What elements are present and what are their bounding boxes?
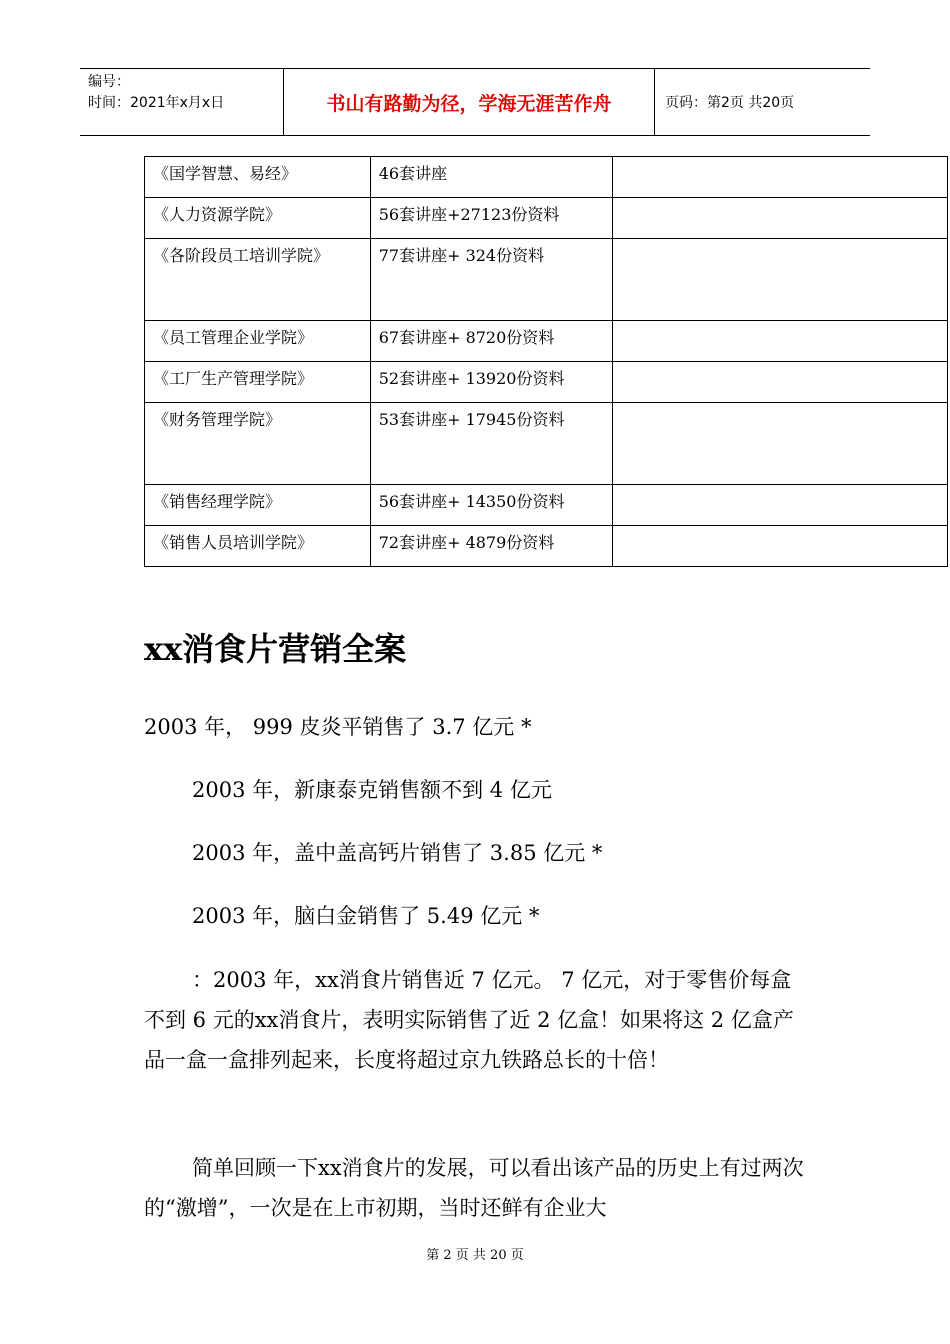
article-paragraph: ：2003 年，xx消食片销售近 7 亿元。 7 亿元，对于零售价每盒不到 6 元的xx消食片，表明实际销售了近 2 亿盒！如果将这 2 亿盒产品一盒一盒排列起来，长度将超过京九铁路总长的十倍！ — [144, 968, 794, 1072]
table-row — [145, 198, 948, 239]
course-name-cell: 《销售经理学院》 — [145, 485, 371, 526]
article-paragraph: 简单回顾一下xx消食片的发展，可以看出该产品的历史上有过两次的“激增”，一次是在上市初期，当时还鲜有企业大 — [144, 1156, 804, 1220]
table-row — [145, 403, 948, 485]
table-row — [145, 239, 948, 321]
article-paragraph: 2003 年，盖中盖高钙片销售了 3.85 亿元 * — [192, 841, 603, 865]
course-note-cell — [613, 198, 948, 239]
course-note-cell — [613, 485, 948, 526]
article-title: xx消食片营销全案 — [144, 630, 407, 668]
header-meta — [80, 69, 283, 135]
course-name-cell: 《人力资源学院》 — [145, 198, 371, 239]
table-row — [145, 157, 948, 198]
course-content-cell: 56套讲座+27123份资料 — [370, 198, 613, 239]
page-footer: 第 2 页 共 20 页 — [426, 1248, 524, 1263]
course-content-cell: 52套讲座+ 13920份资料 — [370, 362, 613, 403]
document-number-label: 编号： — [88, 74, 130, 90]
course-name-cell: 《员工管理企业学院》 — [145, 321, 371, 362]
course-content-cell: 56套讲座+ 14350份资料 — [370, 485, 613, 526]
table-row — [145, 362, 948, 403]
table-row — [145, 526, 948, 567]
course-content-cell: 67套讲座+ 8720份资料 — [370, 321, 613, 362]
course-note-cell — [613, 157, 948, 198]
header-motto: 书山有路勤为径，学海无涯苦作舟 — [283, 69, 655, 135]
article-paragraph: 2003 年， 999 皮炎平销售了 3.7 亿元 * — [144, 715, 532, 739]
document-date: 时间：2021年x月x日 — [88, 95, 225, 111]
course-content-cell: 46套讲座 — [370, 157, 613, 198]
course-note-cell — [613, 362, 948, 403]
course-name-cell: 《国学智慧、易经》 — [145, 157, 371, 198]
table-row — [145, 321, 948, 362]
course-note-cell — [613, 526, 948, 567]
course-note-cell — [613, 321, 948, 362]
course-name-cell: 《财务管理学院》 — [145, 403, 371, 485]
course-content-cell: 53套讲座+ 17945份资料 — [370, 403, 613, 485]
course-name-cell: 《工厂生产管理学院》 — [145, 362, 371, 403]
page-header — [80, 68, 870, 136]
table-row — [145, 485, 948, 526]
article-paragraph: 2003 年，新康泰克销售额不到 4 亿元 — [192, 778, 552, 802]
course-content-cell: 72套讲座+ 4879份资料 — [370, 526, 613, 567]
course-name-cell: 《各阶段员工培训学院》 — [145, 239, 371, 321]
course-catalog-table — [144, 156, 948, 567]
course-note-cell — [613, 239, 948, 321]
course-content-cell: 77套讲座+ 324份资料 — [370, 239, 613, 321]
article-paragraph: 2003 年，脑白金销售了 5.49 亿元 * — [192, 904, 540, 928]
header-page-info: 页码：第2页 共20页 — [665, 95, 795, 111]
course-name-cell: 《销售人员培训学院》 — [145, 526, 371, 567]
course-note-cell — [613, 403, 948, 485]
